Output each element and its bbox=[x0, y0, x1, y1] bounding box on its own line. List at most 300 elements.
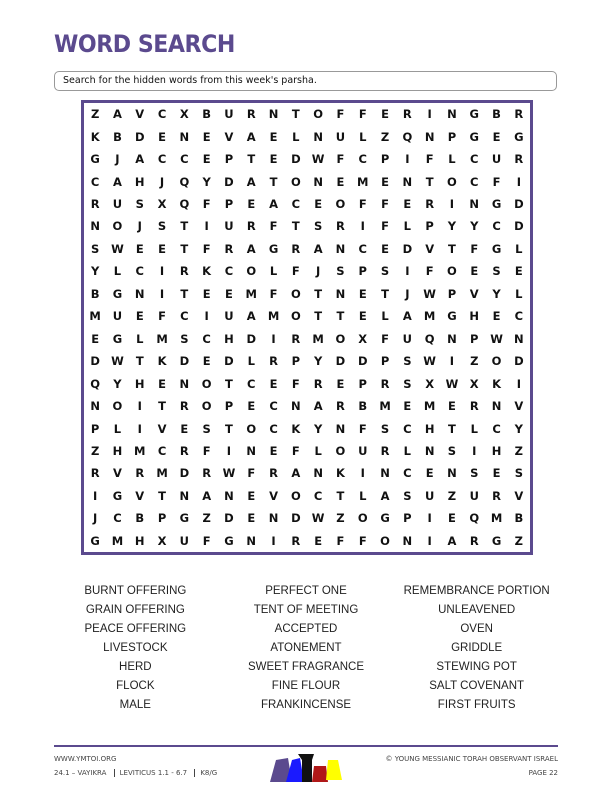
grid-letter[interactable]: M bbox=[423, 399, 436, 414]
grid-letter[interactable]: E bbox=[180, 421, 189, 436]
grid-letter[interactable]: Z bbox=[380, 129, 390, 144]
grid-letter[interactable]: F bbox=[291, 264, 300, 279]
grid-letter[interactable]: N bbox=[402, 174, 413, 189]
grid-letter[interactable]: P bbox=[224, 152, 234, 167]
grid-letter[interactable]: T bbox=[225, 421, 233, 436]
grid-letter[interactable]: W bbox=[311, 511, 325, 526]
grid-letter[interactable]: R bbox=[135, 466, 145, 481]
grid-letter[interactable]: N bbox=[179, 488, 190, 503]
grid-letter[interactable]: F bbox=[358, 197, 367, 212]
grid-letter[interactable]: Q bbox=[402, 129, 413, 144]
grid-letter[interactable]: D bbox=[224, 511, 234, 526]
grid-letter[interactable]: R bbox=[291, 331, 301, 346]
grid-letter[interactable]: I bbox=[449, 354, 455, 369]
grid-letter[interactable]: T bbox=[180, 219, 189, 234]
grid-letter[interactable]: D bbox=[134, 129, 145, 144]
grid-letter[interactable]: P bbox=[447, 286, 457, 301]
grid-letter[interactable]: C bbox=[247, 376, 256, 391]
grid-letter[interactable]: M bbox=[245, 286, 257, 301]
grid-letter[interactable]: P bbox=[470, 331, 479, 346]
grid-letter[interactable]: F bbox=[381, 197, 389, 212]
grid-letter[interactable]: E bbox=[269, 443, 278, 458]
grid-letter[interactable]: S bbox=[380, 264, 390, 279]
grid-letter[interactable]: H bbox=[134, 174, 145, 189]
grid-letter[interactable]: H bbox=[424, 421, 435, 436]
grid-letter[interactable]: T bbox=[381, 286, 389, 301]
grid-letter[interactable]: S bbox=[135, 197, 144, 212]
grid-letter[interactable]: R bbox=[179, 399, 189, 414]
grid-letter[interactable]: G bbox=[447, 309, 457, 324]
grid-letter[interactable]: E bbox=[381, 174, 389, 189]
grid-letter[interactable]: P bbox=[291, 354, 301, 369]
grid-letter[interactable]: L bbox=[403, 443, 411, 458]
grid-letter[interactable]: V bbox=[157, 421, 167, 436]
grid-letter[interactable]: D bbox=[291, 152, 301, 167]
grid-letter[interactable]: K bbox=[492, 376, 501, 391]
grid-letter[interactable]: C bbox=[202, 331, 211, 346]
grid-letter[interactable]: E bbox=[158, 241, 166, 256]
grid-letter[interactable]: O bbox=[447, 174, 457, 189]
grid-letter[interactable]: E bbox=[247, 399, 256, 414]
grid-letter[interactable]: O bbox=[246, 421, 257, 436]
grid-letter[interactable]: A bbox=[112, 174, 122, 189]
grid-letter[interactable]: F bbox=[381, 219, 389, 234]
grid-letter[interactable]: E bbox=[425, 466, 434, 481]
grid-letter[interactable]: Z bbox=[447, 488, 457, 503]
grid-letter[interactable]: S bbox=[313, 219, 323, 234]
grid-letter[interactable]: I bbox=[427, 511, 432, 526]
grid-letter[interactable]: G bbox=[90, 152, 100, 167]
grid-letter[interactable]: Z bbox=[202, 511, 211, 526]
grid-letter[interactable]: Y bbox=[313, 421, 323, 436]
grid-letter[interactable]: E bbox=[514, 264, 523, 279]
grid-letter[interactable]: F bbox=[336, 152, 345, 167]
grid-letter[interactable]: P bbox=[380, 152, 390, 167]
grid-letter[interactable]: I bbox=[427, 107, 432, 122]
grid-letter[interactable]: C bbox=[157, 152, 167, 167]
grid-letter[interactable]: F bbox=[358, 533, 367, 548]
grid-letter[interactable]: N bbox=[134, 286, 145, 301]
grid-letter[interactable]: T bbox=[180, 241, 189, 256]
grid-letter[interactable]: R bbox=[246, 107, 256, 122]
grid-letter[interactable]: A bbox=[112, 107, 122, 122]
grid-letter[interactable]: G bbox=[112, 488, 123, 503]
grid-letter[interactable]: O bbox=[335, 197, 346, 212]
grid-letter[interactable]: C bbox=[269, 399, 278, 414]
grid-letter[interactable]: R bbox=[269, 354, 278, 369]
grid-letter[interactable]: P bbox=[380, 354, 390, 369]
grid-letter[interactable]: R bbox=[90, 466, 100, 481]
grid-letter[interactable]: E bbox=[269, 152, 278, 167]
grid-letter[interactable]: I bbox=[93, 488, 98, 503]
grid-letter[interactable]: U bbox=[224, 309, 234, 324]
grid-letter[interactable]: Q bbox=[424, 331, 435, 346]
grid-letter[interactable]: G bbox=[514, 129, 524, 144]
grid-letter[interactable]: P bbox=[224, 197, 234, 212]
grid-letter[interactable]: I bbox=[516, 376, 521, 391]
grid-letter[interactable]: T bbox=[314, 286, 323, 301]
grid-letter[interactable]: L bbox=[448, 152, 456, 167]
grid-letter[interactable]: A bbox=[447, 533, 457, 548]
grid-letter[interactable]: X bbox=[179, 107, 189, 122]
grid-letter[interactable]: E bbox=[448, 511, 456, 526]
grid-letter[interactable]: F bbox=[202, 241, 211, 256]
grid-letter[interactable]: B bbox=[514, 511, 524, 526]
grid-letter[interactable]: N bbox=[469, 197, 480, 212]
grid-letter[interactable]: Z bbox=[470, 354, 479, 369]
grid-letter[interactable]: I bbox=[271, 533, 276, 548]
grid-letter[interactable]: N bbox=[447, 107, 457, 122]
grid-letter[interactable]: C bbox=[291, 197, 301, 212]
grid-letter[interactable]: N bbox=[335, 286, 346, 301]
grid-letter[interactable]: T bbox=[448, 241, 456, 256]
grid-letter[interactable]: E bbox=[135, 241, 144, 256]
grid-letter[interactable]: C bbox=[514, 309, 524, 324]
grid-letter[interactable]: B bbox=[135, 511, 145, 526]
grid-letter[interactable]: E bbox=[314, 197, 323, 212]
grid-letter[interactable]: A bbox=[246, 129, 256, 144]
grid-letter[interactable]: O bbox=[246, 264, 257, 279]
grid-letter[interactable]: G bbox=[112, 331, 123, 346]
grid-letter[interactable]: T bbox=[225, 376, 233, 391]
grid-letter[interactable]: X bbox=[469, 376, 479, 391]
grid-letter[interactable]: R bbox=[469, 399, 479, 414]
grid-letter[interactable]: O bbox=[335, 331, 346, 346]
grid-letter[interactable]: L bbox=[515, 241, 523, 256]
grid-letter[interactable]: O bbox=[290, 488, 301, 503]
grid-letter[interactable]: E bbox=[247, 488, 256, 503]
grid-letter[interactable]: K bbox=[90, 129, 100, 144]
grid-letter[interactable]: O bbox=[201, 399, 212, 414]
grid-letter[interactable]: W bbox=[111, 354, 124, 369]
grid-letter[interactable]: O bbox=[290, 174, 301, 189]
grid-letter[interactable]: E bbox=[336, 376, 345, 391]
grid-letter[interactable]: G bbox=[469, 107, 479, 122]
grid-letter[interactable]: F bbox=[336, 533, 345, 548]
grid-letter[interactable]: G bbox=[224, 533, 234, 548]
grid-letter[interactable]: M bbox=[379, 399, 391, 414]
grid-letter[interactable]: A bbox=[202, 488, 212, 503]
grid-letter[interactable]: M bbox=[156, 331, 168, 346]
grid-letter[interactable]: T bbox=[425, 174, 434, 189]
grid-letter[interactable]: H bbox=[224, 331, 234, 346]
grid-letter[interactable]: E bbox=[358, 286, 367, 301]
grid-letter[interactable]: N bbox=[268, 107, 279, 122]
grid-letter[interactable]: Z bbox=[90, 107, 100, 122]
grid-letter[interactable]: F bbox=[291, 443, 300, 458]
grid-letter[interactable]: D bbox=[179, 466, 190, 481]
grid-letter[interactable]: C bbox=[180, 309, 189, 324]
grid-letter[interactable]: N bbox=[179, 129, 190, 144]
grid-letter[interactable]: E bbox=[225, 286, 233, 301]
grid-letter[interactable]: N bbox=[447, 331, 457, 346]
grid-letter[interactable]: C bbox=[90, 174, 100, 189]
grid-letter[interactable]: S bbox=[380, 421, 390, 436]
grid-letter[interactable]: U bbox=[224, 107, 234, 122]
grid-letter[interactable]: E bbox=[202, 354, 211, 369]
grid-letter[interactable]: U bbox=[224, 219, 234, 234]
grid-letter[interactable]: E bbox=[202, 129, 211, 144]
grid-letter[interactable]: J bbox=[405, 286, 410, 301]
grid-letter[interactable]: H bbox=[134, 533, 145, 548]
grid-letter[interactable]: H bbox=[491, 443, 502, 458]
grid-letter[interactable]: T bbox=[135, 354, 144, 369]
grid-letter[interactable]: C bbox=[492, 219, 501, 234]
grid-letter[interactable]: F bbox=[269, 286, 278, 301]
grid-letter[interactable]: I bbox=[271, 331, 276, 346]
grid-letter[interactable]: S bbox=[180, 331, 189, 346]
grid-letter[interactable]: J bbox=[93, 511, 98, 526]
grid-letter[interactable]: L bbox=[470, 421, 478, 436]
grid-letter[interactable]: T bbox=[158, 399, 166, 414]
grid-letter[interactable]: M bbox=[312, 331, 324, 346]
grid-letter[interactable]: T bbox=[247, 152, 256, 167]
grid-letter[interactable]: I bbox=[137, 399, 142, 414]
grid-letter[interactable]: G bbox=[90, 533, 100, 548]
grid-letter[interactable]: R bbox=[179, 443, 189, 458]
grid-letter[interactable]: N bbox=[90, 399, 100, 414]
grid-letter[interactable]: Y bbox=[447, 219, 457, 234]
grid-letter[interactable]: F bbox=[202, 533, 211, 548]
grid-letter[interactable]: N bbox=[268, 511, 279, 526]
grid-letter[interactable]: L bbox=[269, 264, 278, 279]
grid-letter[interactable]: Y bbox=[514, 421, 523, 436]
grid-letter[interactable]: V bbox=[514, 399, 524, 414]
grid-letter[interactable]: O bbox=[112, 399, 123, 414]
grid-letter[interactable]: Q bbox=[179, 174, 190, 189]
grid-letter[interactable]: N bbox=[447, 466, 457, 481]
grid-letter[interactable]: U bbox=[424, 488, 435, 503]
grid-letter[interactable]: E bbox=[247, 197, 256, 212]
grid-letter[interactable]: Z bbox=[336, 511, 345, 526]
grid-letter[interactable]: P bbox=[224, 399, 234, 414]
grid-letter[interactable]: L bbox=[136, 331, 144, 346]
grid-letter[interactable]: T bbox=[158, 488, 166, 503]
grid-letter[interactable]: U bbox=[112, 197, 123, 212]
grid-letter[interactable]: C bbox=[313, 488, 323, 503]
grid-letter[interactable]: E bbox=[403, 399, 412, 414]
grid-letter[interactable]: E bbox=[91, 331, 100, 346]
grid-letter[interactable]: V bbox=[224, 129, 234, 144]
grid-letter[interactable]: I bbox=[204, 309, 209, 324]
grid-letter[interactable]: W bbox=[445, 376, 459, 391]
grid-letter[interactable]: Y bbox=[470, 219, 479, 234]
grid-letter[interactable]: O bbox=[112, 219, 123, 234]
grid-letter[interactable]: N bbox=[335, 421, 346, 436]
grid-letter[interactable]: M bbox=[423, 309, 436, 324]
grid-letter[interactable]: R bbox=[492, 488, 501, 503]
grid-letter[interactable]: A bbox=[380, 488, 390, 503]
grid-letter[interactable]: P bbox=[358, 264, 367, 279]
grid-letter[interactable]: E bbox=[358, 309, 367, 324]
grid-letter[interactable]: B bbox=[202, 107, 212, 122]
grid-letter[interactable]: F bbox=[358, 421, 367, 436]
grid-letter[interactable]: I bbox=[159, 286, 165, 301]
grid-letter[interactable]: I bbox=[449, 197, 455, 212]
grid-letter[interactable]: T bbox=[336, 309, 345, 324]
grid-letter[interactable]: D bbox=[514, 219, 524, 234]
grid-letter[interactable]: R bbox=[380, 443, 390, 458]
grid-letter[interactable]: S bbox=[157, 219, 167, 234]
grid-letter[interactable]: M bbox=[134, 443, 146, 458]
grid-letter[interactable]: N bbox=[402, 533, 413, 548]
grid-letter[interactable]: E bbox=[492, 466, 501, 481]
grid-letter[interactable]: M bbox=[490, 511, 503, 526]
grid-letter[interactable]: Z bbox=[514, 443, 523, 458]
grid-letter[interactable]: D bbox=[402, 241, 413, 256]
grid-letter[interactable]: V bbox=[469, 286, 479, 301]
grid-letter[interactable]: F bbox=[202, 443, 211, 458]
grid-letter[interactable]: L bbox=[381, 309, 389, 324]
grid-letter[interactable]: E bbox=[381, 107, 389, 122]
grid-letter[interactable]: C bbox=[180, 152, 189, 167]
grid-letter[interactable]: O bbox=[335, 443, 346, 458]
grid-letter[interactable]: C bbox=[224, 264, 234, 279]
grid-letter[interactable]: N bbox=[491, 399, 502, 414]
grid-letter[interactable]: P bbox=[157, 511, 167, 526]
grid-letter[interactable]: R bbox=[224, 241, 234, 256]
grid-letter[interactable]: Y bbox=[313, 354, 323, 369]
grid-letter[interactable]: S bbox=[403, 376, 412, 391]
grid-letter[interactable]: U bbox=[491, 152, 502, 167]
grid-letter[interactable]: W bbox=[490, 331, 503, 346]
grid-letter[interactable]: G bbox=[380, 511, 390, 526]
grid-letter[interactable]: C bbox=[492, 421, 501, 436]
grid-letter[interactable]: A bbox=[246, 241, 256, 256]
grid-letter[interactable]: S bbox=[91, 241, 100, 256]
grid-letter[interactable]: F bbox=[492, 174, 501, 189]
grid-letter[interactable]: E bbox=[336, 174, 345, 189]
grid-letter[interactable]: E bbox=[158, 376, 166, 391]
grid-letter[interactable]: F bbox=[336, 107, 345, 122]
grid-letter[interactable]: G bbox=[112, 286, 123, 301]
grid-letter[interactable]: H bbox=[134, 376, 145, 391]
grid-letter[interactable]: N bbox=[514, 331, 524, 346]
grid-letter[interactable]: E bbox=[247, 511, 256, 526]
grid-letter[interactable]: U bbox=[335, 129, 346, 144]
grid-letter[interactable]: R bbox=[336, 219, 345, 234]
grid-letter[interactable]: E bbox=[269, 129, 278, 144]
grid-letter[interactable]: S bbox=[403, 354, 412, 369]
grid-letter[interactable]: I bbox=[137, 421, 142, 436]
grid-letter[interactable]: R bbox=[402, 107, 412, 122]
grid-letter[interactable]: D bbox=[224, 354, 234, 369]
grid-letter[interactable]: G bbox=[268, 241, 279, 256]
grid-letter[interactable]: E bbox=[202, 152, 211, 167]
grid-letter[interactable]: F bbox=[358, 107, 367, 122]
grid-letter[interactable]: R bbox=[202, 466, 212, 481]
grid-letter[interactable]: A bbox=[313, 399, 323, 414]
grid-letter[interactable]: E bbox=[158, 129, 166, 144]
grid-letter[interactable]: F bbox=[470, 241, 479, 256]
grid-letter[interactable]: E bbox=[314, 533, 323, 548]
grid-letter[interactable]: F bbox=[158, 309, 166, 324]
grid-letter[interactable]: C bbox=[358, 152, 367, 167]
grid-letter[interactable]: O bbox=[491, 354, 502, 369]
grid-letter[interactable]: H bbox=[112, 443, 123, 458]
grid-letter[interactable]: N bbox=[424, 443, 435, 458]
grid-letter[interactable]: L bbox=[359, 488, 367, 503]
grid-letter[interactable]: C bbox=[157, 107, 167, 122]
grid-letter[interactable]: F bbox=[381, 331, 389, 346]
grid-letter[interactable]: I bbox=[427, 533, 432, 548]
grid-letter[interactable]: R bbox=[336, 399, 345, 414]
grid-letter[interactable]: C bbox=[358, 241, 367, 256]
grid-letter[interactable]: N bbox=[313, 129, 323, 144]
grid-letter[interactable]: C bbox=[157, 443, 167, 458]
grid-letter[interactable]: G bbox=[469, 129, 479, 144]
grid-letter[interactable]: F bbox=[291, 376, 300, 391]
grid-letter[interactable]: G bbox=[491, 533, 502, 548]
grid-letter[interactable]: E bbox=[381, 241, 389, 256]
grid-letter[interactable]: S bbox=[514, 466, 523, 481]
grid-letter[interactable]: I bbox=[405, 264, 410, 279]
grid-letter[interactable]: N bbox=[224, 488, 234, 503]
grid-letter[interactable]: P bbox=[90, 421, 100, 436]
grid-letter[interactable]: W bbox=[311, 152, 325, 167]
grid-letter[interactable]: O bbox=[201, 376, 212, 391]
grid-letter[interactable]: C bbox=[470, 174, 479, 189]
grid-letter[interactable]: B bbox=[113, 129, 122, 144]
grid-letter[interactable]: A bbox=[246, 174, 256, 189]
grid-letter[interactable]: E bbox=[202, 286, 211, 301]
grid-letter[interactable]: V bbox=[135, 488, 145, 503]
grid-letter[interactable]: R bbox=[380, 376, 390, 391]
grid-letter[interactable]: Z bbox=[90, 443, 100, 458]
grid-letter[interactable]: L bbox=[515, 286, 523, 301]
grid-letter[interactable]: A bbox=[246, 309, 256, 324]
grid-letter[interactable]: R bbox=[469, 533, 479, 548]
grid-letter[interactable]: A bbox=[313, 241, 323, 256]
grid-letter[interactable]: V bbox=[269, 488, 278, 503]
grid-letter[interactable]: U bbox=[402, 331, 412, 346]
grid-letter[interactable]: D bbox=[514, 354, 524, 369]
grid-letter[interactable]: R bbox=[425, 197, 435, 212]
grid-letter[interactable]: U bbox=[469, 488, 479, 503]
grid-letter[interactable]: O bbox=[290, 286, 301, 301]
grid-letter[interactable]: N bbox=[313, 466, 323, 481]
grid-letter[interactable]: L bbox=[113, 421, 122, 436]
grid-letter[interactable]: X bbox=[358, 331, 368, 346]
grid-letter[interactable]: G bbox=[491, 241, 502, 256]
grid-letter[interactable]: R bbox=[313, 376, 323, 391]
grid-letter[interactable]: N bbox=[335, 241, 346, 256]
grid-letter[interactable]: W bbox=[423, 354, 436, 369]
grid-letter[interactable]: Q bbox=[469, 511, 480, 526]
grid-letter[interactable]: M bbox=[156, 466, 168, 481]
grid-letter[interactable]: Q bbox=[90, 376, 101, 391]
grid-letter[interactable]: P bbox=[403, 511, 412, 526]
grid-letter[interactable]: F bbox=[269, 219, 278, 234]
grid-letter[interactable]: I bbox=[204, 219, 209, 234]
grid-letter[interactable]: N bbox=[246, 533, 257, 548]
grid-letter[interactable]: L bbox=[247, 354, 255, 369]
grid-letter[interactable]: L bbox=[113, 264, 122, 279]
grid-letter[interactable]: Y bbox=[113, 376, 122, 391]
grid-letter[interactable]: C bbox=[113, 511, 122, 526]
grid-letter[interactable]: F bbox=[425, 264, 434, 279]
grid-letter[interactable]: N bbox=[246, 443, 257, 458]
grid-letter[interactable]: M bbox=[357, 174, 369, 189]
grid-letter[interactable]: R bbox=[269, 466, 278, 481]
grid-letter[interactable]: Z bbox=[514, 533, 523, 548]
grid-letter[interactable]: C bbox=[135, 264, 144, 279]
grid-letter[interactable]: T bbox=[448, 421, 456, 436]
grid-letter[interactable]: G bbox=[491, 197, 502, 212]
grid-letter[interactable]: F bbox=[247, 466, 256, 481]
grid-letter[interactable]: B bbox=[358, 399, 368, 414]
grid-letter[interactable]: U bbox=[179, 533, 189, 548]
